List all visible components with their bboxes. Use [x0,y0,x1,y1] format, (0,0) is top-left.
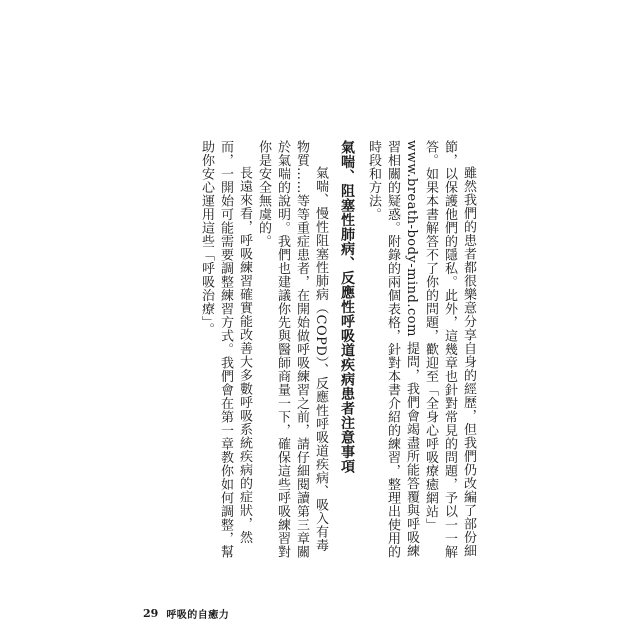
section-heading: 氣喘、阻塞性肺病、反應性呼吸道疾病患者注意事項 [339,140,355,474]
running-title: 呼吸的自癒力 [166,609,230,621]
warning-paragraph: 氣喘、慢性阻塞性肺病（COPD）、反應性呼吸道疾病、吸入有毒物質……等等重症患者，在開始做呼吸練習之前，請仔細閱讀第三章關於氣喘的說明。我們也建議你先與醫師商量一下，確保這些呼吸練習對你是安全無虞的。 [256,140,328,559]
page-number: 29 [143,606,159,620]
intro-paragraph: 雖然我們的患者都很樂意分享自身的經歷，但我們仍改編了部份細節，以保護他們的隱私。此外，這幾章也針對常見的問題，予以一一解答。如果本書解答不了你的問題，歡迎至「全身心呼吸療癒網站」www.breath-body-mind.com 提問，我們會竭盡所能答覆與呼吸練習相關的疑惑。附錄的兩個表格，針對本書介紹的練習，整理出使用的時段和方法。 [366,140,476,559]
vertical-text-block [168,140,478,560]
page-footer [143,605,229,621]
closing-paragraph: 長遠來看，呼吸練習確實能改善大多數呼吸系統疾病的症狀，然而，一開始可能需要調整練習方式。我們會在第一章教你如何調整，幫助你安心運用這些「呼吸治療」。 [199,140,252,559]
